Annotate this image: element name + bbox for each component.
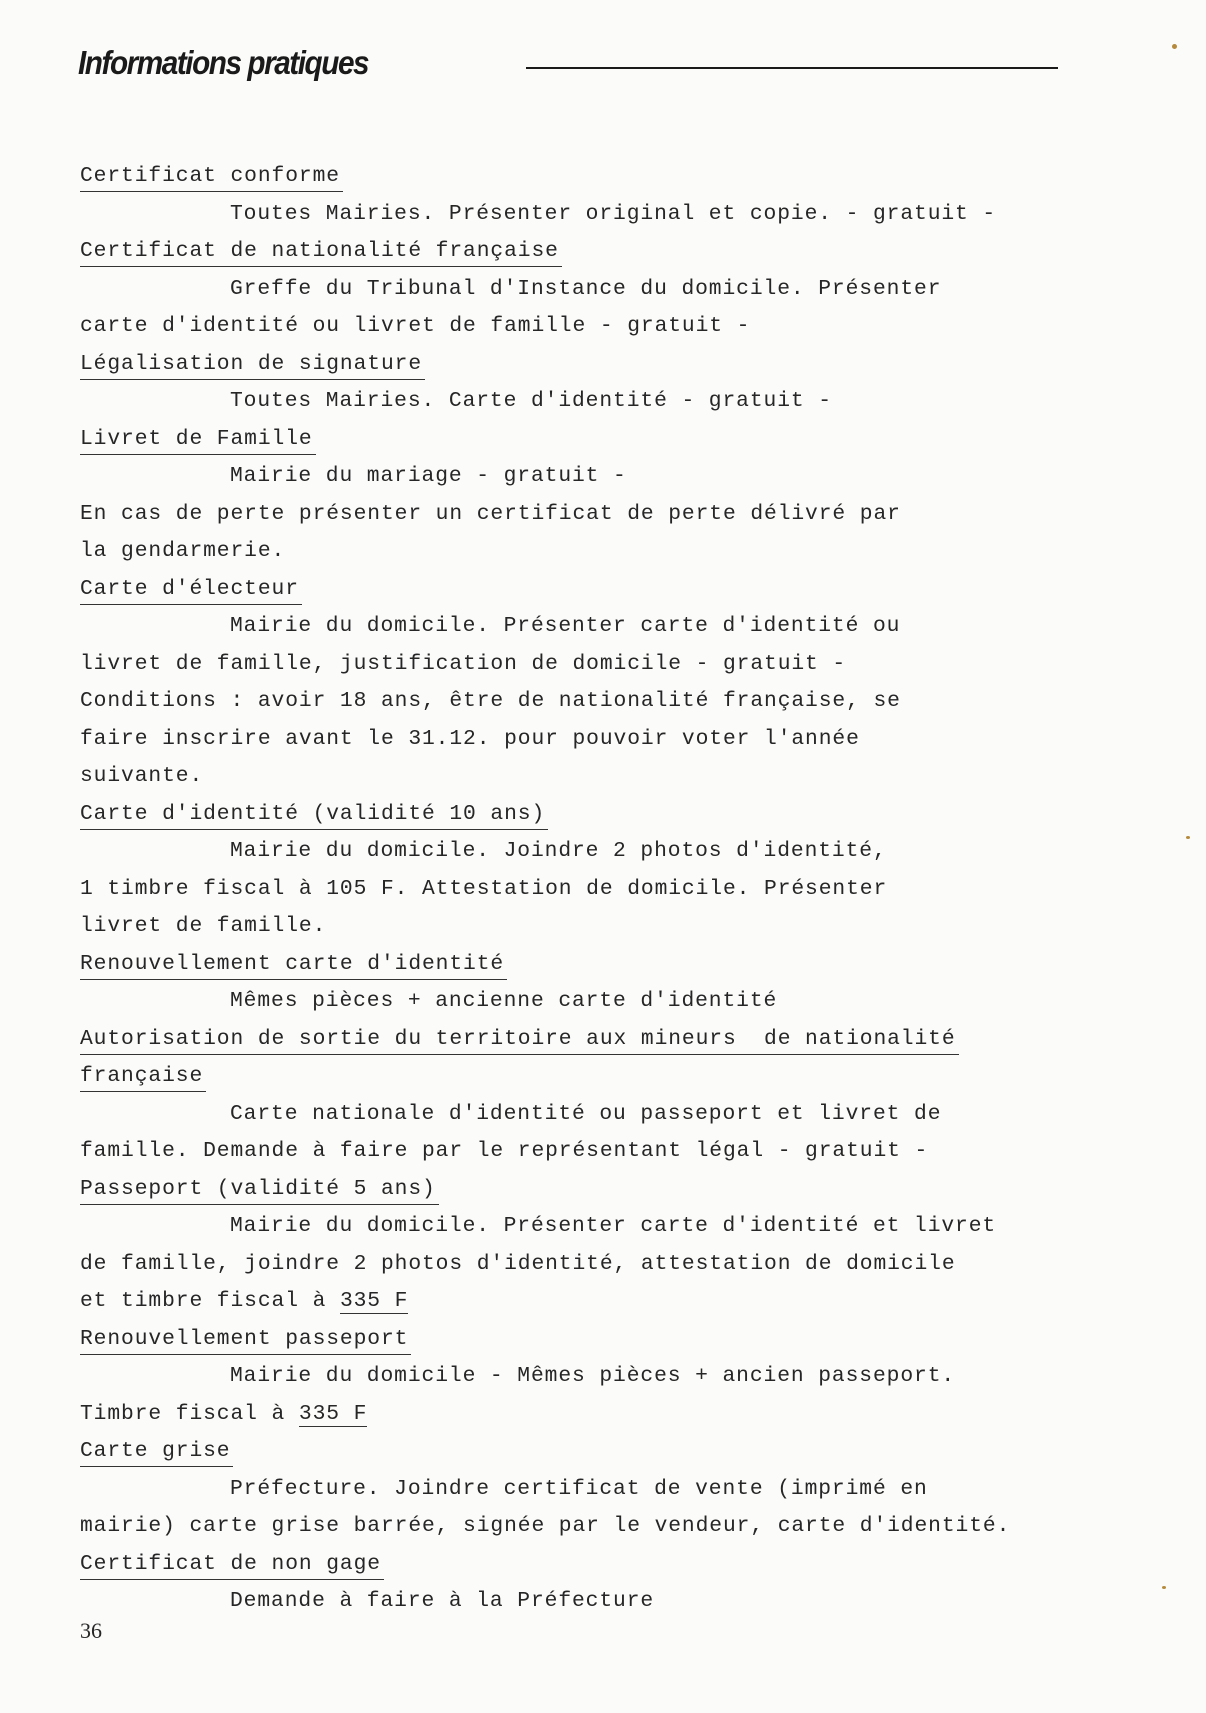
entry-text: Greffe du Tribunal d'Instance du domicile. Présenter <box>230 276 942 301</box>
entry-heading: Livret de Famille <box>80 424 316 455</box>
entry-text-line <box>80 758 1120 796</box>
entry-text: et timbre fiscal à <box>80 1289 340 1313</box>
entry-text-line <box>80 1246 1120 1284</box>
entry-heading: Autorisation de sortie du territoire aux mineurs de nationalité <box>80 1024 959 1055</box>
entry-text: Mairie du mariage - gratuit - <box>230 464 627 488</box>
entry-text: Timbre fiscal à <box>80 1401 299 1426</box>
paper-speck <box>1162 1586 1166 1589</box>
entry-heading-line <box>80 158 1120 196</box>
entry-text: famille. Demande à faire par le représentant légal - gratuit - <box>80 1139 929 1163</box>
entry-text: Conditions : avoir 18 ans, être de nationalité française, se <box>80 689 901 713</box>
entry-heading-continued: française <box>80 1061 206 1092</box>
entry-heading: Passeport (validité 5 ans) <box>80 1174 439 1205</box>
entry-heading: Légalisation de signature <box>80 349 425 380</box>
entry-text: Mêmes pièces + ancienne carte d'identité <box>230 989 778 1013</box>
entry-text: mairie) carte grise barrée, signée par le vendeur, carte d'identité. <box>80 1514 1011 1538</box>
entry-section <box>80 158 1120 233</box>
entry-text: 1 timbre fiscal à 105 F. Attestation de domicile. Présenter <box>80 876 888 901</box>
entry-heading-line <box>80 571 1120 609</box>
entry-text-line <box>80 721 1120 759</box>
entry-heading-line <box>80 421 1120 459</box>
entry-heading-line <box>80 233 1120 271</box>
entry-text-line <box>80 608 1120 646</box>
entry-section <box>80 1171 1120 1321</box>
entry-section <box>80 421 1120 571</box>
entry-heading-line <box>80 1171 1120 1209</box>
entry-text: Toutes Mairies. Carte d'identité - gratuit - <box>230 389 832 413</box>
entry-text: suivante. <box>80 764 204 788</box>
entry-text-line <box>80 533 1120 571</box>
entry-text-line <box>80 983 1120 1021</box>
underlined-amount: 335 F <box>339 1289 409 1313</box>
entry-section <box>80 796 1120 946</box>
entry-text-line <box>80 496 1120 534</box>
entry-text-line <box>80 383 1120 421</box>
entry-text-line <box>80 833 1120 871</box>
entry-section <box>80 346 1120 421</box>
entry-heading-line <box>80 346 1120 384</box>
entry-text: la gendarmerie. <box>80 539 286 563</box>
entry-text: carte d'identité ou livret de famille - gratuit - <box>80 314 751 338</box>
entry-heading-line <box>80 1546 1120 1584</box>
entry-text-line <box>80 308 1120 346</box>
entry-text: livret de famille, justification de domicile - gratuit - <box>80 651 847 676</box>
entry-text: Mairie du domicile. Présenter carte d'identité et livret <box>230 1214 997 1238</box>
entry-text-line <box>80 1096 1120 1134</box>
paper-speck <box>1172 44 1177 49</box>
entry-heading-line <box>80 1058 1120 1096</box>
entry-text-line <box>80 1471 1120 1509</box>
entry-text: livret de famille. <box>80 914 327 938</box>
entry-heading: Certificat conforme <box>80 161 343 192</box>
page-number: 36 <box>80 1618 102 1643</box>
entry-section <box>80 571 1120 796</box>
entry-heading-line <box>80 796 1120 834</box>
entry-text: Préfecture. Joindre certificat de vente (imprimé en <box>230 1476 928 1501</box>
entry-section <box>80 1321 1120 1434</box>
entry-text-line <box>80 871 1120 909</box>
entry-heading: Certificat de non gage <box>80 1549 384 1580</box>
entry-heading: Carte grise <box>80 1436 233 1467</box>
entry-text: Mairie du domicile - Mêmes pièces + ancien passeport. <box>230 1364 956 1388</box>
entry-heading-line <box>80 1433 1120 1471</box>
entry-heading: Renouvellement passeport <box>80 1324 411 1355</box>
underlined-amount: 335 F <box>298 1401 368 1426</box>
entry-heading: Carte d'identité (validité 10 ans) <box>80 799 548 830</box>
entry-text-line <box>80 1283 1120 1321</box>
entry-section <box>80 1546 1120 1621</box>
entry-text-line <box>80 458 1120 496</box>
entry-heading-line <box>80 1321 1120 1359</box>
paper-speck <box>1186 836 1190 839</box>
entry-heading: Renouvellement carte d'identité <box>80 949 507 980</box>
entry-text: Toutes Mairies. Présenter original et copie. - gratuit - <box>230 201 997 226</box>
entry-text: Mairie du domicile. Joindre 2 photos d'identité, <box>230 839 887 863</box>
entry-text-line <box>80 1396 1120 1434</box>
entry-text: Demande à faire à la Préfecture <box>230 1589 655 1613</box>
entry-text: de famille, joindre 2 photos d'identité, attestation de domicile <box>80 1251 956 1276</box>
entry-section <box>80 233 1120 346</box>
page-header <box>78 38 1058 88</box>
entry-section <box>80 1021 1120 1171</box>
entry-text: faire inscrire avant le 31.12. pour pouvoir voter l'année <box>80 726 860 751</box>
entry-heading: Carte d'électeur <box>80 574 302 605</box>
entry-text-line <box>80 646 1120 684</box>
entry-text-line <box>80 196 1120 234</box>
entry-text: Carte nationale d'identité ou passeport et livret de <box>230 1101 942 1126</box>
entry-text-line <box>80 1358 1120 1396</box>
entry-text: Mairie du domicile. Présenter carte d'identité ou <box>230 614 901 638</box>
entry-heading-line <box>80 1021 1120 1059</box>
entry-heading-line <box>80 946 1120 984</box>
entry-text: En cas de perte présenter un certificat de perte délivré par <box>80 501 901 526</box>
page-title: Informations pratiques <box>78 44 369 81</box>
entry-text-line <box>80 1508 1120 1546</box>
entry-text-line <box>80 908 1120 946</box>
entry-section <box>80 1433 1120 1546</box>
entry-text-line <box>80 271 1120 309</box>
entry-text-line <box>80 1133 1120 1171</box>
entry-text-line <box>80 1208 1120 1246</box>
entry-heading: Certificat de nationalité française <box>80 236 562 267</box>
header-rule <box>526 67 1058 69</box>
entry-text-line <box>80 1583 1120 1621</box>
entry-text-line <box>80 683 1120 721</box>
document-body <box>80 158 1120 1621</box>
entry-section <box>80 946 1120 1021</box>
